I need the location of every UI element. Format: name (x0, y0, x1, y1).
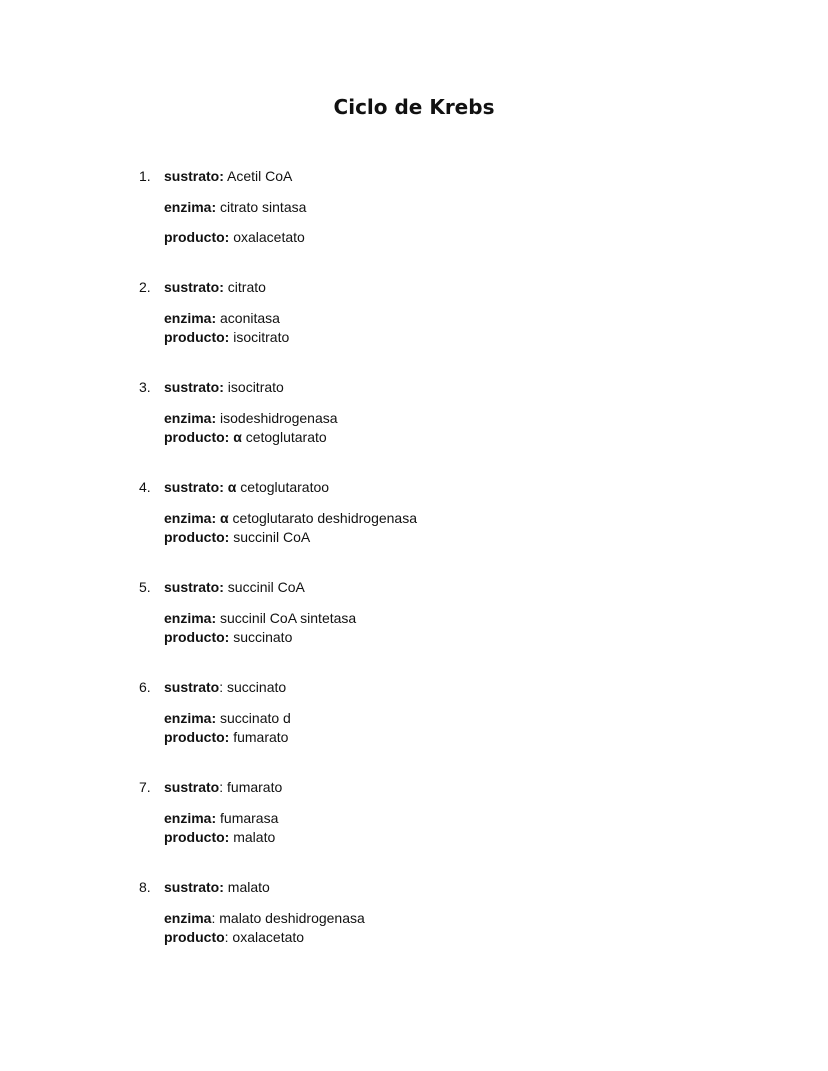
enzima-value: succinil CoA sintetasa (216, 610, 357, 626)
sustrato-value: citrato (223, 279, 266, 295)
sustrato-value: isocitrato (223, 379, 284, 395)
alpha-symbol: : α (211, 510, 229, 526)
sustrato-label: sustrato: (164, 379, 224, 395)
producto-line (164, 928, 304, 946)
enzima-value: : malato deshidrogenasa (211, 910, 365, 926)
producto-value: cetoglutarato (241, 429, 327, 445)
producto-line (164, 428, 327, 446)
sustrato-label: sustrato (164, 779, 220, 795)
producto-line (164, 628, 292, 646)
producto-value: succinil CoA (229, 529, 311, 545)
enzima-line (164, 609, 356, 627)
sustrato-line (164, 478, 329, 496)
sustrato-label: sustrato (164, 679, 220, 695)
enzima-label: enzima: (164, 610, 217, 626)
sustrato-label: sustrato: (164, 479, 224, 495)
producto-label: producto: (164, 329, 230, 345)
sustrato-value: cetoglutaratoo (236, 479, 330, 495)
item-number: 6. (139, 679, 151, 695)
enzima-line (164, 709, 291, 727)
enzima-line (164, 309, 280, 327)
enzima-label: enzima: (164, 410, 217, 426)
item-number: 1. (139, 168, 151, 184)
item-number: 5. (139, 579, 151, 595)
item-number: 4. (139, 479, 151, 495)
producto-value: oxalacetato (229, 229, 305, 245)
producto-label: producto (164, 429, 225, 445)
enzima-line (164, 409, 338, 427)
enzima-value: aconitasa (216, 310, 280, 326)
sustrato-line (164, 167, 292, 185)
producto-value: malato (229, 829, 276, 845)
sustrato-line (164, 678, 286, 696)
sustrato-value: succinil CoA (223, 579, 305, 595)
sustrato-line (164, 578, 305, 596)
enzima-value: isodeshidrogenasa (216, 410, 338, 426)
sustrato-value: : fumarato (219, 779, 283, 795)
enzima-label: enzima (164, 910, 212, 926)
enzima-line (164, 909, 365, 927)
item-number: 8. (139, 879, 151, 895)
item-number: 3. (139, 379, 151, 395)
sustrato-label: sustrato: (164, 579, 224, 595)
enzima-value: cetoglutarato deshidrogenasa (228, 510, 417, 526)
enzima-label: enzima: (164, 310, 217, 326)
sustrato-label: sustrato: (164, 279, 224, 295)
item-number: 7. (139, 779, 151, 795)
producto-value: fumarato (229, 729, 289, 745)
producto-label: producto (164, 929, 225, 945)
producto-value: isocitrato (229, 329, 290, 345)
enzima-label: enzima: (164, 199, 217, 215)
producto-label: producto: (164, 629, 230, 645)
sustrato-value: malato (223, 879, 270, 895)
alpha-symbol: : α (224, 429, 242, 445)
sustrato-line (164, 878, 270, 896)
page-title: Ciclo de Krebs (333, 95, 495, 119)
sustrato-value: : succinato (219, 679, 287, 695)
enzima-line (164, 809, 278, 827)
alpha-symbol: α (223, 479, 237, 495)
producto-label: producto: (164, 829, 230, 845)
producto-line (164, 528, 310, 546)
sustrato-label: sustrato: (164, 879, 224, 895)
producto-line (164, 728, 288, 746)
enzima-label: enzima: (164, 710, 217, 726)
producto-line (164, 828, 275, 846)
sustrato-line (164, 378, 284, 396)
enzima-value: citrato sintasa (216, 199, 307, 215)
enzima-line (164, 509, 417, 527)
sustrato-label: sustrato: (164, 168, 224, 184)
enzima-label: enzima: (164, 810, 217, 826)
producto-value: : oxalacetato (224, 929, 305, 945)
producto-label: producto: (164, 529, 230, 545)
producto-value: succinato (229, 629, 293, 645)
producto-line (164, 228, 305, 246)
enzima-line (164, 198, 306, 216)
enzima-value: fumarasa (216, 810, 279, 826)
producto-line (164, 328, 289, 346)
producto-label: producto: (164, 229, 230, 245)
item-number: 2. (139, 279, 151, 295)
sustrato-line (164, 278, 266, 296)
producto-label: producto: (164, 729, 230, 745)
enzima-value: succinato d (216, 710, 291, 726)
sustrato-line (164, 778, 282, 796)
sustrato-value: Acetil CoA (223, 168, 293, 184)
enzima-label: enzima (164, 510, 212, 526)
